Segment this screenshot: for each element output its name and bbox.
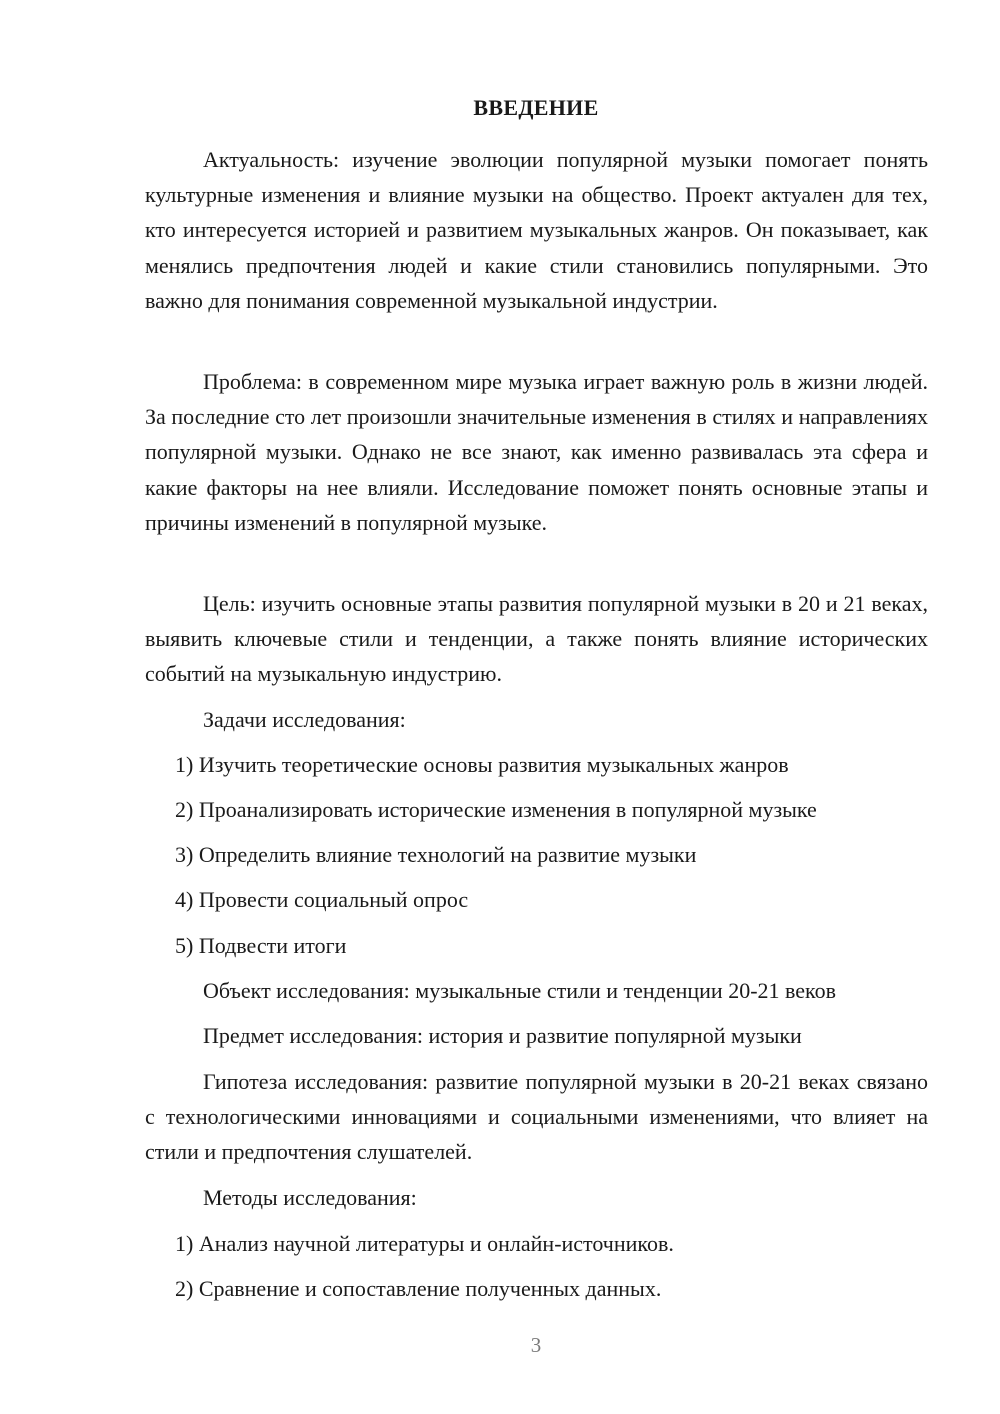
research-subject: Предмет исследования: история и развитие популярной музыки (203, 1023, 802, 1048)
task-item-1: 1) Изучить теоретические основы развития музыкальных жанров (175, 752, 789, 777)
task-item-3: 3) Определить влияние технологий на развитие музыки (175, 842, 697, 867)
hypothesis-paragraph: Гипотеза исследования: развитие популярной музыки в 20-21 веках связано с технологическими инновациями и социальными изменениями, что влияет на стили и предпочтения слушателей. (145, 1069, 928, 1165)
relevance-block (145, 142, 928, 318)
problem-paragraph: Проблема: в современном мире музыка играет важную роль в жизни людей. За последние сто лет произошли значительные изменения в стилях и направлениях популярной музыки. Однако не все знают, как именно развивалась эта сфера и какие факторы на нее влияли. Исследование поможет понять основные этапы и причины изменений в популярной музыке. (145, 369, 928, 535)
methods-heading: Методы исследования: (203, 1185, 417, 1210)
page-number: 3 (530, 1333, 542, 1357)
task-item-4: 4) Провести социальный опрос (175, 887, 469, 912)
research-object: Объект исследования: музыкальные стили и тенденции 20-21 веков (203, 978, 837, 1003)
section-heading: ВВЕДЕНИЕ (473, 95, 599, 120)
task-item-2: 2) Проанализировать исторические изменения в популярной музыке (175, 797, 817, 822)
method-item-1: 1) Анализ научной литературы и онлайн-источников. (175, 1231, 674, 1256)
problem-block (145, 364, 928, 540)
goal-block (145, 586, 928, 692)
task-item-5: 5) Подвести итоги (175, 933, 347, 958)
relevance-paragraph: Актуальность: изучение эволюции популярной музыки помогает понять культурные изменения и влияние музыки на общество. Проект актуален для тех, кто интересуется историей и развитием музыкальных жанров. Он показывает, как менялись предпочтения людей и какие стили становились популярными. Это важно для понимания современной музыкальной индустрии. (145, 147, 928, 313)
hypothesis-block (145, 1064, 928, 1170)
goal-paragraph: Цель: изучить основные этапы развития популярной музыки в 20 и 21 веках, выявить ключевые стили и тенденции, а также понять влияние исторических событий на музыкальную индустрию. (145, 591, 928, 687)
tasks-heading: Задачи исследования: (203, 707, 406, 732)
method-item-2: 2) Сравнение и сопоставление полученных данных. (175, 1276, 662, 1301)
